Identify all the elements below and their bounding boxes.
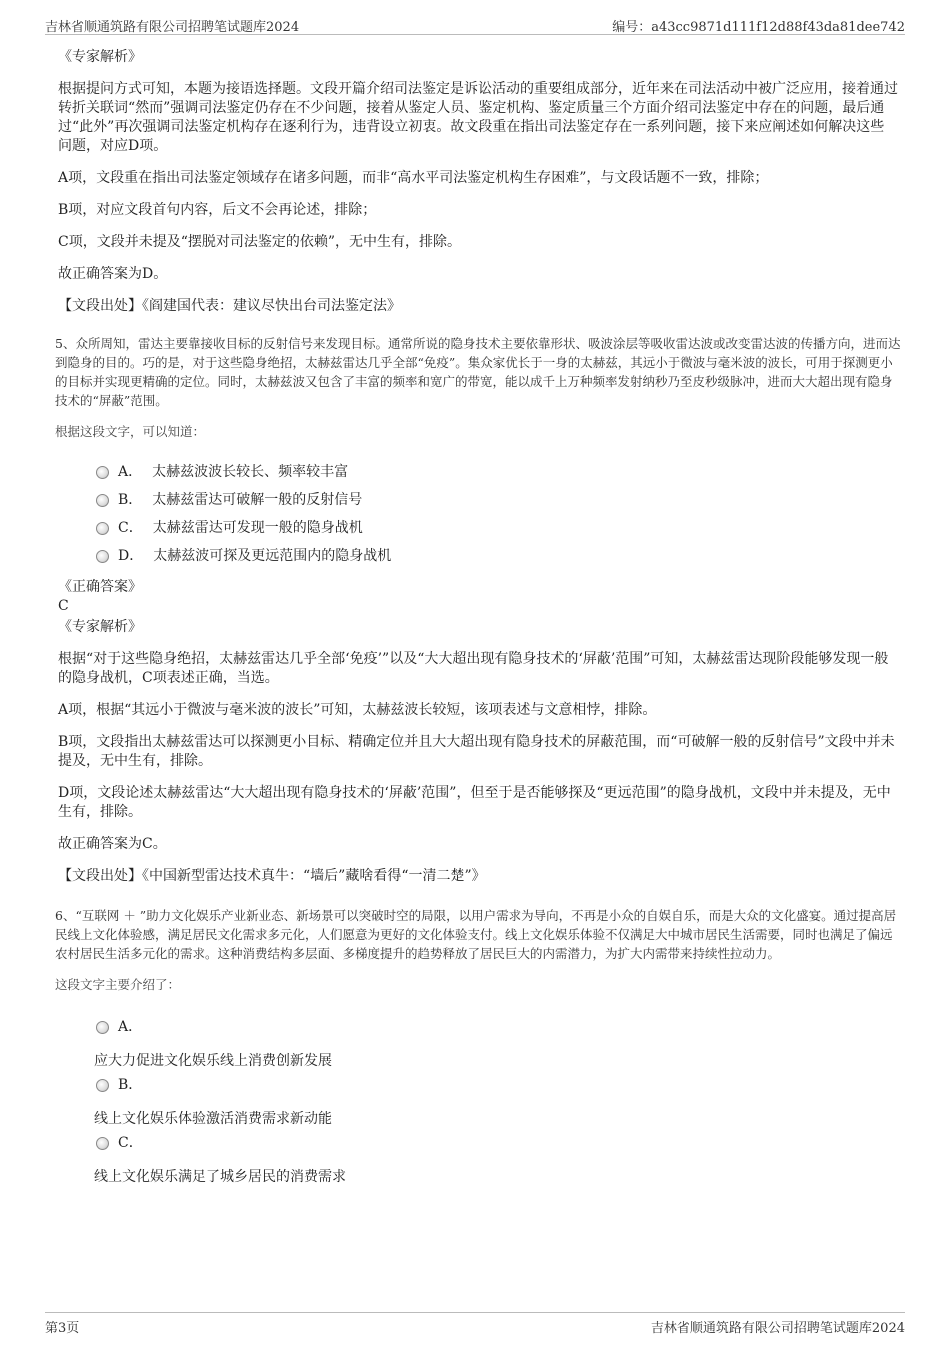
q6-prompt: 这段文字主要介绍了：	[55, 977, 181, 992]
q5-analysis-main: 根据“对于这些隐身绝招，太赫兹雷达几乎全部‘免疫’”以及“大大超出现有隐身技术的‘屏蔽’范围”可知，太赫兹雷达现阶段能够发现一般的隐身战机，C项表述正确，当选。	[58, 651, 889, 686]
q4-source: 【文段出处】《阎建国代表：建议尽快出台司法鉴定法》	[58, 298, 401, 314]
q5-answer: C	[58, 598, 69, 614]
q5-option-c[interactable]	[96, 514, 898, 542]
radio-icon[interactable]	[96, 1137, 109, 1150]
option-text: 应大力促进文化娱乐线上消费创新发展	[94, 1053, 332, 1069]
page-content	[55, 48, 901, 1189]
radio-icon[interactable]	[96, 1021, 109, 1034]
q5-question-text: 5、众所周知，雷达主要靠接收目标的反射信号来发现目标。通常所说的隐身技术主要依靠形状、吸波涂层等吸收雷达波或改变雷达波的传播方向，进而达到隐身的目的。巧的是，对于这些隐身绝招，太赫兹雷达几乎全部“免疫”。集众家优长于一身的太赫兹，其远小于微波与毫米波的波长，可用于探测更小的目标并实现更精确的定位。同时，太赫兹波又包含了丰富的频率和宽广的带宽，能以成千上万种频率发射纳秒乃至皮秒级脉冲，进而大大超出现有隐身技术的“屏蔽”范围。	[55, 336, 901, 408]
option-text: 太赫兹波波长较长、频率较丰富	[152, 464, 349, 480]
q4-analysis-b: B项，对应文段首句内容，后文不会再论述，排除；	[58, 202, 377, 218]
q4-expert-title: 《专家解析》	[58, 49, 142, 65]
q4-analysis-main: 根据提问方式可知，本题为接语选择题。文段开篇介绍司法鉴定是诉讼活动的重要组成部分，近年来在司法活动中被广泛应用，接着通过转折关联词“然而”强调司法鉴定仍存在不少问题，接着从鉴定人员、鉴定机构、鉴定质量三个方面介绍司法鉴定中存在的问题，最后通过“此外”再次强调司法鉴定机构存在逐利行为，违背设立初衷。故文段重在指出司法鉴定存在一系列问题，接下来应阐述如何解决这些问题，对应D项。	[58, 81, 898, 154]
page-footer	[45, 1312, 905, 1337]
q5-source: 【文段出处】《中国新型雷达技术真牛：“墙后”藏啥看得“一清二楚”》	[58, 868, 486, 884]
q6-option-a[interactable]	[96, 1015, 898, 1071]
option-letter: B．	[118, 1077, 143, 1093]
radio-icon[interactable]	[96, 522, 109, 535]
page-number: 第3页	[45, 1321, 80, 1336]
q4-analysis-a: A项，文段重在指出司法鉴定领域存在诸多问题，而非“高水平司法鉴定机构生存困难”，与文段话题不一致，排除；	[58, 170, 769, 186]
option-letter: C．	[118, 520, 143, 536]
option-text: 线上文化娱乐体验激活消费需求新动能	[94, 1111, 332, 1127]
header-title: 吉林省顺通筑路有限公司招聘笔试题库2024	[45, 20, 300, 35]
page-header	[45, 8, 905, 35]
q5-analysis-d: D项，文段论述太赫兹雷达“大大超出现有隐身技术的‘屏蔽’范围”，但至于是否能够探及“更远范围”的隐身战机，文段中并未提及，无中生有，排除。	[58, 785, 891, 820]
option-letter: A．	[118, 464, 143, 480]
q5-option-d[interactable]	[96, 542, 898, 570]
option-text: 太赫兹波可探及更远范围内的隐身战机	[153, 548, 392, 564]
q4-analysis-c: C项，文段并未提及“摆脱对司法鉴定的依赖”，无中生有，排除。	[58, 234, 462, 250]
radio-icon[interactable]	[96, 550, 109, 563]
radio-icon[interactable]	[96, 466, 109, 479]
q5-option-a[interactable]	[96, 458, 898, 486]
q4-answer-line: 故正确答案为D。	[58, 266, 168, 282]
option-text: 太赫兹雷达可破解一般的反射信号	[152, 492, 363, 508]
footer-title: 吉林省顺通筑路有限公司招聘笔试题库2024	[650, 1321, 905, 1336]
q5-prompt: 根据这段文字，可以知道：	[55, 424, 206, 439]
option-letter: C．	[118, 1135, 143, 1151]
q6-option-b[interactable]	[96, 1073, 898, 1129]
option-text: 太赫兹雷达可发现一般的隐身战机	[152, 520, 363, 536]
option-letter: D．	[118, 548, 144, 564]
q5-expert-title: 《专家解析》	[58, 619, 142, 635]
q6-option-c[interactable]	[96, 1131, 898, 1187]
q5-options	[96, 458, 898, 570]
radio-icon[interactable]	[96, 494, 109, 507]
q5-analysis-a: A项，根据“其远小于微波与毫米波的波长”可知，太赫兹波长较短，该项表述与文意相悖，排除。	[58, 702, 657, 718]
q5-analysis-b: B项，文段指出太赫兹雷达可以探测更小目标、精确定位并且大大超出现有隐身技术的屏蔽范围，而“可破解一般的反射信号”文段中并未提及，无中生有，排除。	[58, 734, 895, 769]
option-letter: A．	[118, 1019, 143, 1035]
radio-icon[interactable]	[96, 1079, 109, 1092]
q5-answer-line: 故正确答案为C。	[58, 836, 167, 852]
q5-answer-title: 《正确答案》	[58, 579, 142, 595]
option-text: 线上文化娱乐满足了城乡居民的消费需求	[94, 1169, 346, 1185]
header-doc-id: 编号：a43cc9871d111f12d88f43da81dee742	[612, 20, 905, 35]
q5-option-b[interactable]	[96, 486, 898, 514]
q6-question-text: 6、“互联网 ＋ ”助力文化娱乐产业新业态、新场景可以突破时空的局限，以用户需求为导向，不再是小众的自娱自乐，而是大众的文化盛宴。通过提高居民线上文化体验感，满足居民文化需求多元化，人们愿意为更好的文化体验支付。线上文化娱乐体验不仅满足大中城市居民生活需要，同时也满足了偏远农村居民生活多元化的需求。这种消费结构多层面、多梯度提升的趋势释放了居民巨大的内需潜力，为扩大内需带来持续性拉动力。	[55, 908, 897, 961]
option-letter: B．	[118, 492, 143, 508]
q6-options	[96, 1015, 898, 1187]
